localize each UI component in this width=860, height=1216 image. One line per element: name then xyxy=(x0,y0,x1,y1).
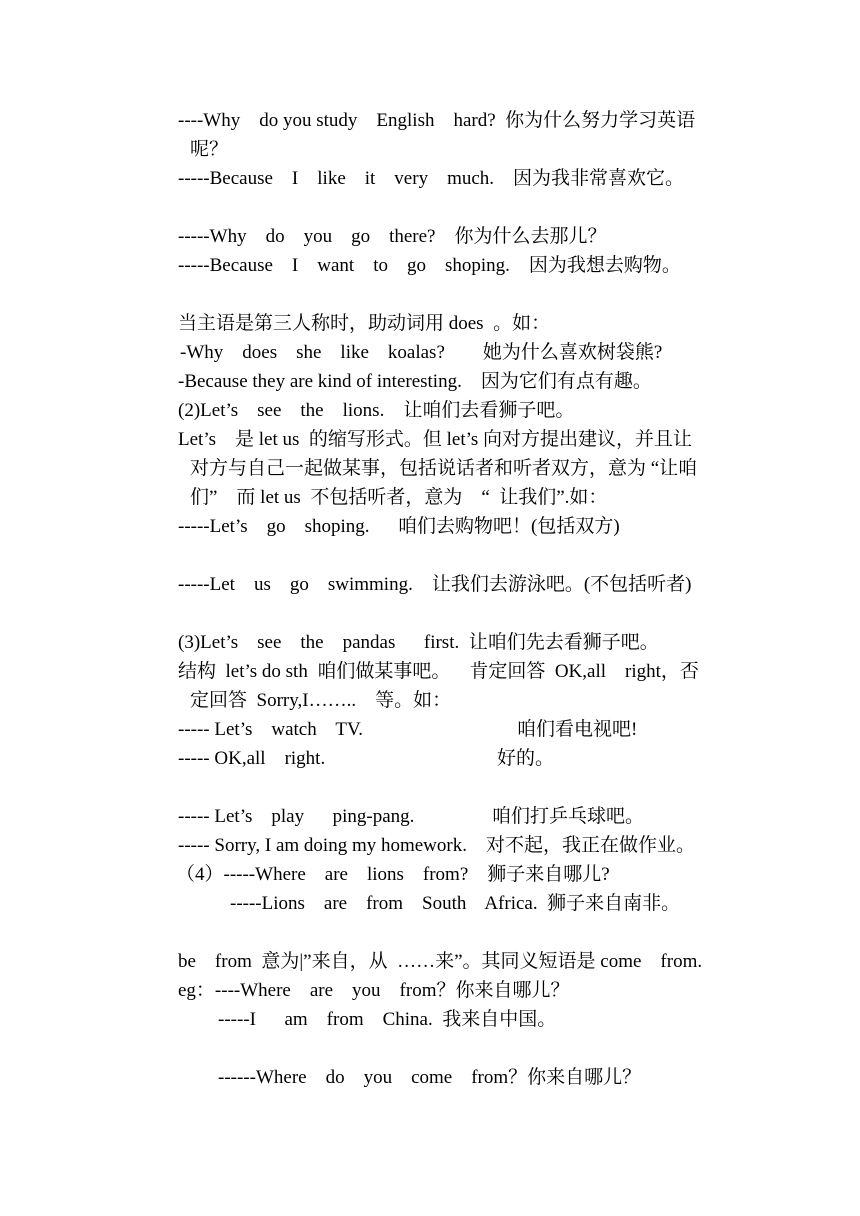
text-line: -Why does she like koalas? 她为什么喜欢树袋熊? xyxy=(180,342,663,363)
text-line: 们” 而 let us 不包括听者，意为 “ 让我们”.如： xyxy=(190,487,608,508)
text-line: ----Why do you study English hard? 你为什么努力学习英语 xyxy=(178,110,696,131)
text-line: Let’s 是 let us 的缩写形式。但 let’s 向对方提出建议，并且让 xyxy=(178,429,693,450)
text-line: -----I am from China. 我来自中国。 xyxy=(218,1009,557,1030)
text-line: ----- OK,all right. xyxy=(178,748,326,769)
text-line: 当主语是第三人称时，助动词用 does 。如： xyxy=(178,313,551,334)
text-line: -----Lions are from South Africa. 狮子来自南非。 xyxy=(230,893,681,914)
text-line: ----- Sorry, I am doing my homework. 对不起，我正在做作业。 xyxy=(178,835,695,856)
text-line: 结构 let’s do sth 咱们做某事吧。 肯定回答 OK,all right，否 xyxy=(178,661,699,682)
text-line: 咱们打乒乓球吧。 xyxy=(492,806,645,827)
text-line: -----Because I like it very much. 因为我非常喜欢它。 xyxy=(178,168,685,189)
text-line: -----Let us go swimming. 让我们去游泳吧。(不包括听者) xyxy=(178,574,692,595)
text-line: ----- Let’s watch TV. xyxy=(178,719,364,740)
text-line: 对方与自己一起做某事，包括说话者和听者双方，意为 “让咱 xyxy=(190,458,698,479)
text-line: -----Let’s go shoping. 咱们去购物吧！(包括双方) xyxy=(178,516,620,537)
text-line: 好的。 xyxy=(497,748,555,769)
text-line: (2)Let’s see the lions. 让咱们去看狮子吧。 xyxy=(178,400,575,421)
text-line: -Because they are kind of interesting. 因为它们有点有趣。 xyxy=(178,371,652,392)
text-line: 定回答 Sorry,I…….. 等。如： xyxy=(190,690,452,711)
text-line: (3)Let’s see the pandas first. 让咱们先去看狮子吧。 xyxy=(178,632,659,653)
text-line: 咱们看电视吧! xyxy=(517,719,638,740)
text-line: eg：----Where are you from？你来自哪儿？ xyxy=(178,980,570,1001)
text-line: （4）-----Where are lions from? 狮子来自哪儿? xyxy=(176,864,610,885)
text-line: -----Why do you go there? 你为什么去那儿？ xyxy=(178,226,607,247)
text-line: -----Because I want to go shoping. 因为我想去购物。 xyxy=(178,255,681,276)
text-line: ------Where do you come from？你来自哪儿？ xyxy=(218,1067,642,1088)
text-line: ----- Let’s play ping-pang. xyxy=(178,806,415,827)
text-line: 呢？ xyxy=(190,139,229,160)
text-line: be from 意为|”来自，从 ……来”。其同义短语是 come from. xyxy=(178,951,703,972)
